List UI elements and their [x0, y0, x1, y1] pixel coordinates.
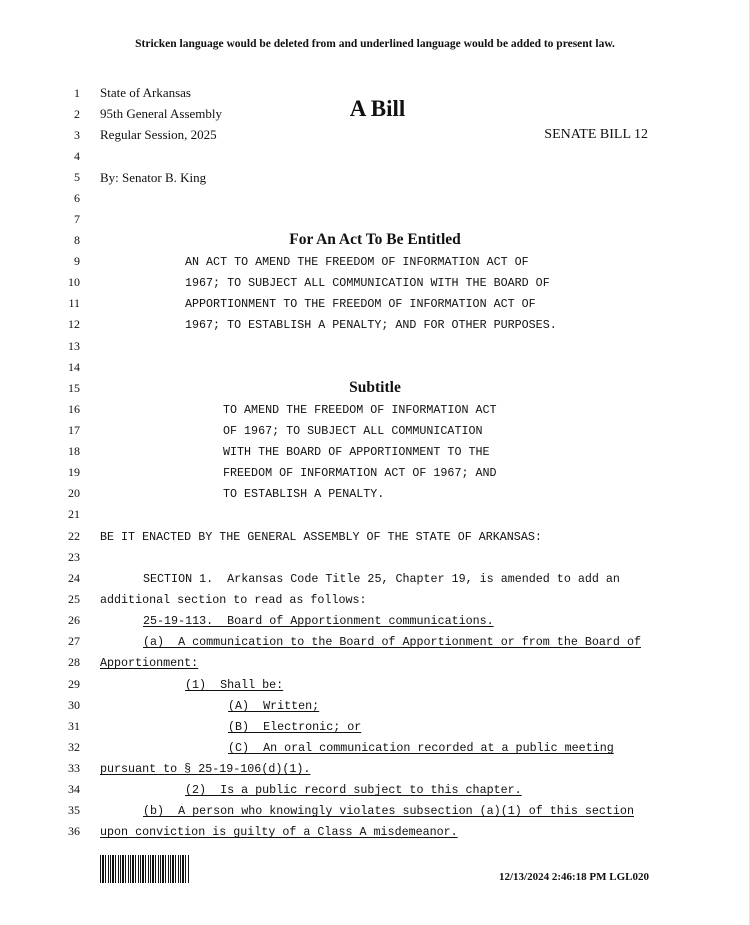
subsection-b: (b) A person who knowingly violates subsection (a)(1) of this section — [143, 804, 634, 818]
line-number: 12 — [68, 317, 80, 331]
barcode — [100, 855, 190, 883]
line-number: 22 — [68, 529, 80, 543]
bill-number: SENATE BILL 12 — [544, 127, 648, 142]
line-number: 6 — [74, 191, 80, 205]
line-number: 32 — [68, 740, 80, 754]
enacting-clause: BE IT ENACTED BY THE GENERAL ASSEMBLY OF THE STATE OF ARKANSAS: — [100, 530, 542, 544]
line-number: 7 — [74, 212, 80, 226]
line-number: 35 — [68, 803, 80, 817]
line-number: 23 — [68, 550, 80, 564]
line-number: 13 — [68, 339, 80, 353]
line-number: 10 — [68, 275, 80, 289]
act-title-line: APPORTIONMENT TO THE FREEDOM OF INFORMATION ACT OF — [185, 297, 536, 311]
act-title-line: AN ACT TO AMEND THE FREEDOM OF INFORMATION ACT OF — [185, 255, 529, 269]
stricken-language-notice: Stricken language would be deleted from and underlined language would be added to present law. — [135, 38, 615, 50]
act-title-line: 1967; TO SUBJECT ALL COMMUNICATION WITH THE BOARD OF — [185, 276, 550, 290]
subsection-a-cont: Apportionment: — [100, 656, 199, 670]
footer-timestamp: 12/13/2024 2:46:18 PM LGL020 — [498, 871, 649, 883]
line-number: 9 — [74, 254, 80, 268]
line-number: 20 — [68, 486, 80, 500]
line-number: 33 — [68, 761, 80, 775]
paragraph-1: (1) Shall be: — [185, 678, 284, 692]
act-title-line: 1967; TO ESTABLISH A PENALTY; AND FOR OTHER PURPOSES. — [185, 318, 557, 332]
new-section-heading: 25-19-113. Board of Apportionment communications. — [143, 614, 494, 628]
line-number: 25 — [68, 592, 80, 606]
line-number: 30 — [68, 698, 80, 712]
line-number: 19 — [68, 465, 80, 479]
line-number: 21 — [68, 507, 80, 521]
line-number: 29 — [68, 677, 80, 691]
line-number: 14 — [68, 360, 80, 374]
subtitle-line: TO ESTABLISH A PENALTY. — [223, 487, 385, 501]
line-number: 34 — [68, 782, 80, 796]
subtitle-line: FREEDOM OF INFORMATION ACT OF 1967; AND — [223, 466, 497, 480]
line-number: 27 — [68, 634, 80, 648]
line-number: 2 — [74, 107, 80, 121]
line-number: 26 — [68, 613, 80, 627]
subparagraph-b: (B) Electronic; or — [228, 720, 362, 734]
subsection-a: (a) A communication to the Board of Apportionment or from the Board of — [143, 635, 641, 649]
subparagraph-c-cont: pursuant to § 25-19-106(d)(1). — [100, 762, 311, 776]
section-1-intro: SECTION 1. Arkansas Code Title 25, Chapter 19, is amended to add an — [143, 572, 620, 586]
state-name: State of Arkansas — [100, 85, 191, 100]
line-number: 1 — [74, 86, 80, 100]
line-number: 4 — [74, 149, 80, 163]
subparagraph-a: (A) Written; — [228, 699, 320, 713]
line-number: 31 — [68, 719, 80, 733]
session-name: Regular Session, 2025 — [100, 127, 217, 142]
line-number: 3 — [74, 128, 80, 142]
line-number: 15 — [68, 381, 80, 395]
line-number: 17 — [68, 423, 80, 437]
subtitle-heading: Subtitle — [349, 379, 401, 396]
line-number: 28 — [68, 655, 80, 669]
subtitle-line: WITH THE BOARD OF APPORTIONMENT TO THE — [223, 445, 490, 459]
subtitle-line: OF 1967; TO SUBJECT ALL COMMUNICATION — [223, 424, 483, 438]
bill-sponsor: By: Senator B. King — [100, 170, 207, 185]
section-1-intro-cont: additional section to read as follows: — [100, 593, 367, 607]
general-assembly: 95th General Assembly — [100, 106, 223, 121]
line-number: 16 — [68, 402, 80, 416]
line-number: 5 — [74, 170, 80, 184]
act-heading: For An Act To Be Entitled — [289, 231, 461, 248]
line-number: 24 — [68, 571, 80, 585]
bill-title: A Bill — [349, 96, 406, 121]
subparagraph-c: (C) An oral communication recorded at a public meeting — [228, 741, 614, 755]
line-number: 11 — [68, 296, 80, 310]
subtitle-line: TO AMEND THE FREEDOM OF INFORMATION ACT — [223, 403, 497, 417]
line-number: 18 — [68, 444, 80, 458]
subsection-b-cont: upon conviction is guilty of a Class A misdemeanor. — [100, 825, 458, 839]
line-number: 36 — [68, 824, 80, 838]
line-number: 8 — [74, 233, 80, 247]
paragraph-2: (2) Is a public record subject to this chapter. — [185, 783, 522, 797]
